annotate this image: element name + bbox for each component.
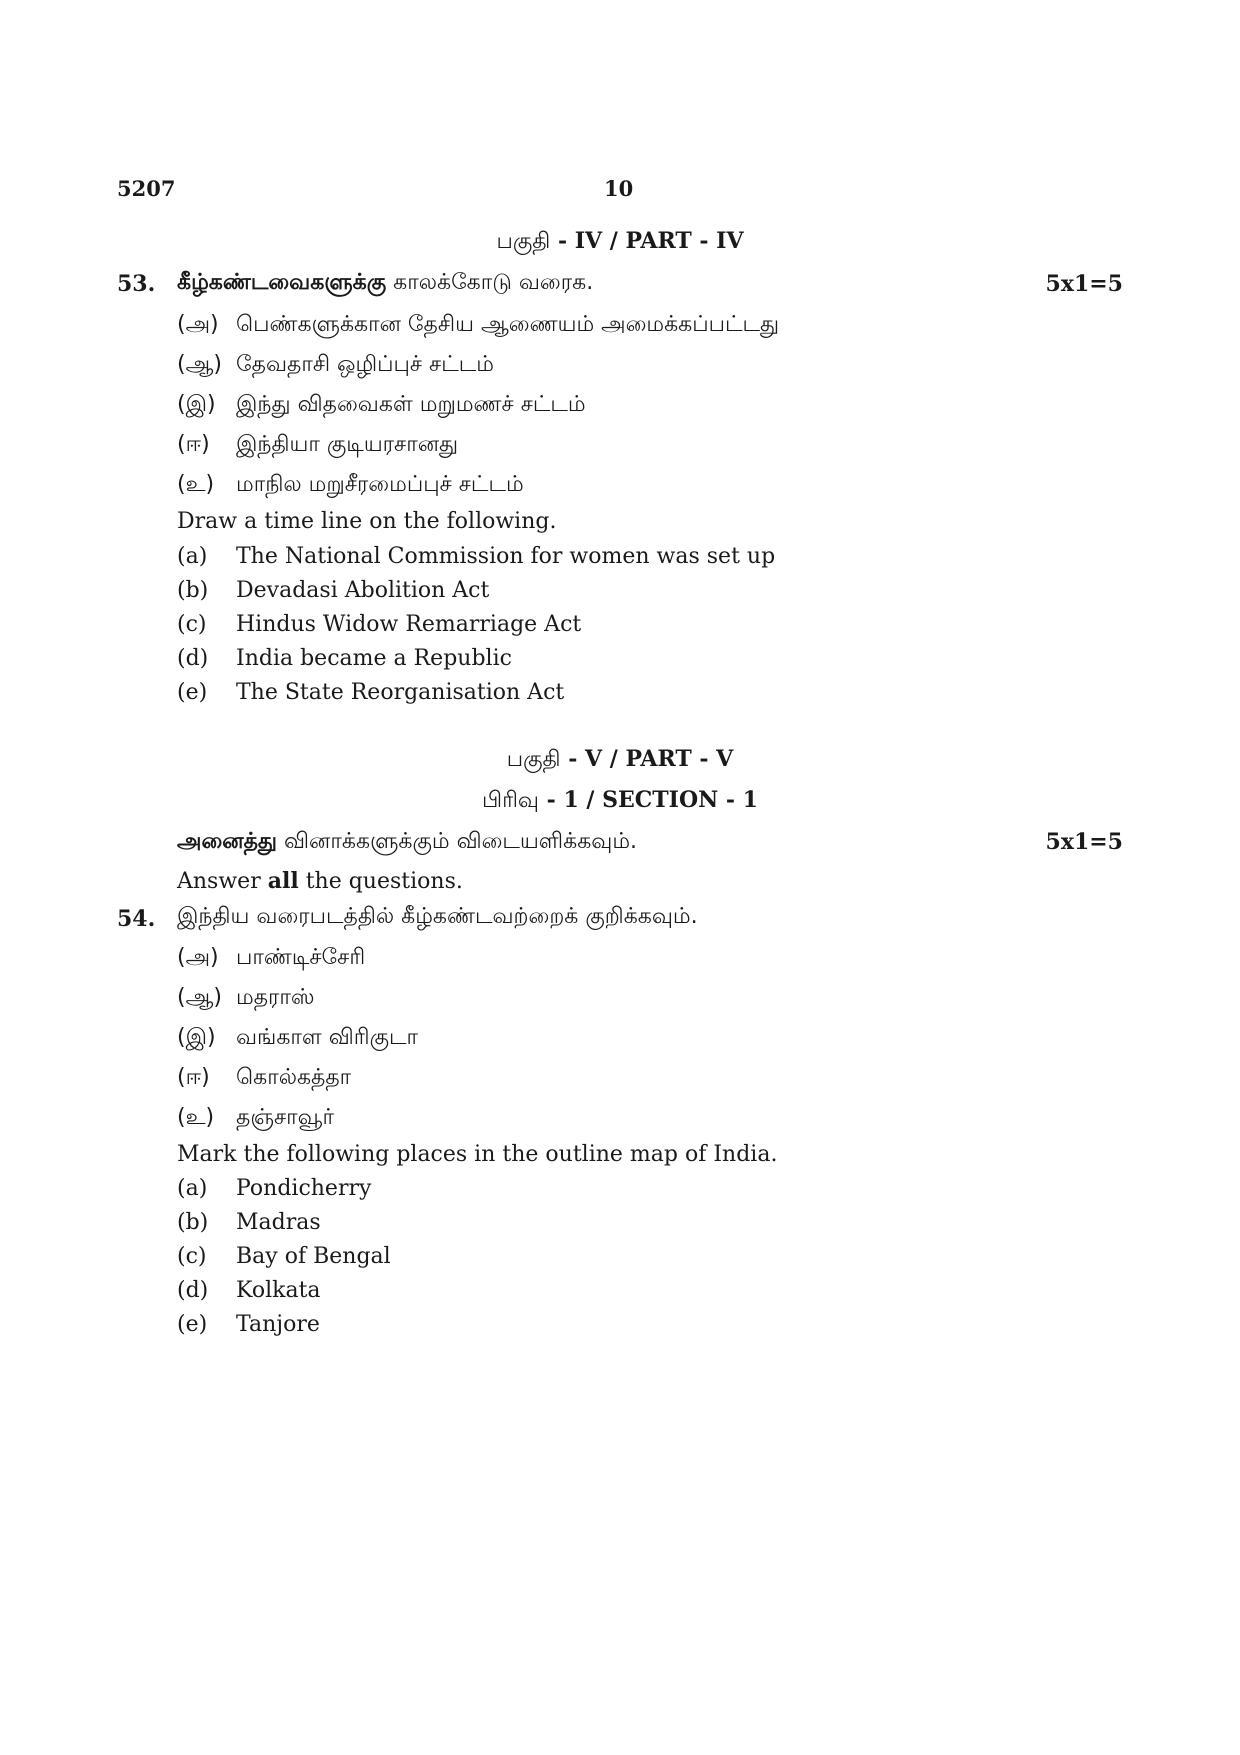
q53-en-item-label: (a) <box>177 544 208 569</box>
q53-ta-item-text: இந்து விதவைகள் மறுமணச் சட்டம் <box>236 392 586 417</box>
q53-instruction-en: Draw a time line on the following. <box>177 509 557 534</box>
q54-ta-item-label: (உ) <box>177 1105 215 1130</box>
q53-ta-item-label: (ஆ) <box>177 352 222 377</box>
q53-en-item-text: Hindus Widow Remarriage Act <box>236 612 582 637</box>
q54-ta-item-label: (ஆ) <box>177 985 222 1010</box>
q53-en-item-text: Devadasi Abolition Act <box>236 578 490 603</box>
exam-code: 5207 <box>117 176 176 201</box>
part-4-heading-en: - IV / PART - IV <box>550 228 744 254</box>
part-5-instruction-en-post: the questions. <box>298 869 463 894</box>
part-4-heading-ta: பகுதி <box>496 229 551 254</box>
part-5-instruction-ta <box>177 829 637 857</box>
part-5-heading-ta: பகுதி <box>506 747 561 772</box>
question-53-number: 53. <box>117 271 156 297</box>
q54-en-item-label: (e) <box>177 1312 208 1337</box>
q53-en-item-label: (b) <box>177 578 209 603</box>
q53-ta-item-label: (அ) <box>177 312 219 337</box>
q53-ta-item-text: மாநில மறுசீரமைப்புச் சட்டம் <box>236 472 524 497</box>
part-5-marks: 5x1=5 <box>1045 829 1123 855</box>
q54-en-item-label: (a) <box>177 1176 208 1201</box>
q54-ta-item-text: பாண்டிச்சேரி <box>236 945 366 970</box>
q53-en-item-label: (e) <box>177 680 208 705</box>
q54-en-item-text: Kolkata <box>236 1278 321 1303</box>
question-54-number: 54. <box>117 906 156 932</box>
q54-en-item-text: Bay of Bengal <box>236 1244 391 1269</box>
q53-ta-item-text: இந்தியா குடியரசானது <box>236 432 459 457</box>
question-53-bold-ta: கீழ்கண்டவைகளுக்கு <box>177 270 387 295</box>
q54-ta-item-text: கொல்கத்தா <box>236 1065 352 1090</box>
q54-en-item-text: Pondicherry <box>236 1176 372 1201</box>
q54-en-item-label: (b) <box>177 1210 209 1235</box>
q53-en-item-text: The National Commission for women was set up <box>236 544 776 569</box>
q53-en-item-label: (c) <box>177 612 207 637</box>
part-5-instruction-en-bold: all <box>267 868 299 894</box>
q54-en-item-text: Madras <box>236 1210 321 1235</box>
q54-ta-item-label: (இ) <box>177 1025 216 1050</box>
q54-ta-item-text: மதராஸ் <box>236 985 315 1010</box>
q54-ta-item-text: வங்காள விரிகுடா <box>236 1025 419 1050</box>
part-5-instruction-bold-ta: அனைத்து <box>177 829 278 854</box>
q54-instruction-en: Mark the following places in the outline map of India. <box>177 1142 778 1167</box>
q53-en-item-label: (d) <box>177 646 209 671</box>
part-5-instruction-rest-ta: வினாக்களுக்கும் விடையளிக்கவும். <box>277 829 638 854</box>
question-53-text-ta <box>177 270 593 298</box>
q54-ta-item-label: (அ) <box>177 945 219 970</box>
section-1-heading-ta: பிரிவு <box>482 788 539 813</box>
q53-en-item-text: India became a Republic <box>236 646 512 671</box>
question-53-marks: 5x1=5 <box>1045 271 1123 297</box>
q53-ta-item-label: (உ) <box>177 472 215 497</box>
q53-ta-item-label: (இ) <box>177 392 216 417</box>
q54-ta-item-text: தஞ்சாவூர் <box>236 1105 334 1130</box>
q54-ta-item-label: (ஈ) <box>177 1065 210 1090</box>
section-1-heading <box>0 787 1240 816</box>
q54-en-item-label: (d) <box>177 1278 209 1303</box>
question-54-text-ta: இந்திய வரைபடத்தில் கீழ்கண்டவற்றைக் குறிக்கவும். <box>177 904 698 929</box>
q53-ta-item-text: பெண்களுக்கான தேசிய ஆணையம் அமைக்கப்பட்டது <box>236 312 780 337</box>
q54-en-item-text: Tanjore <box>236 1312 320 1337</box>
page-number: 10 <box>604 176 634 201</box>
q53-en-item-text: The State Reorganisation Act <box>236 680 565 705</box>
part-5-heading <box>0 746 1240 775</box>
q54-en-item-label: (c) <box>177 1244 207 1269</box>
q53-ta-item-label: (ஈ) <box>177 432 210 457</box>
part-5-heading-en: - V / PART - V <box>560 746 734 772</box>
question-53-rest-ta: காலக்கோடு வரைக. <box>386 270 594 295</box>
part-5-instruction-en <box>177 868 463 894</box>
section-1-heading-en: - 1 / SECTION - 1 <box>539 787 758 813</box>
part-5-instruction-en-pre: Answer <box>177 869 268 894</box>
part-4-heading <box>0 228 1240 257</box>
q53-ta-item-text: தேவதாசி ஒழிப்புச் சட்டம் <box>236 352 494 377</box>
